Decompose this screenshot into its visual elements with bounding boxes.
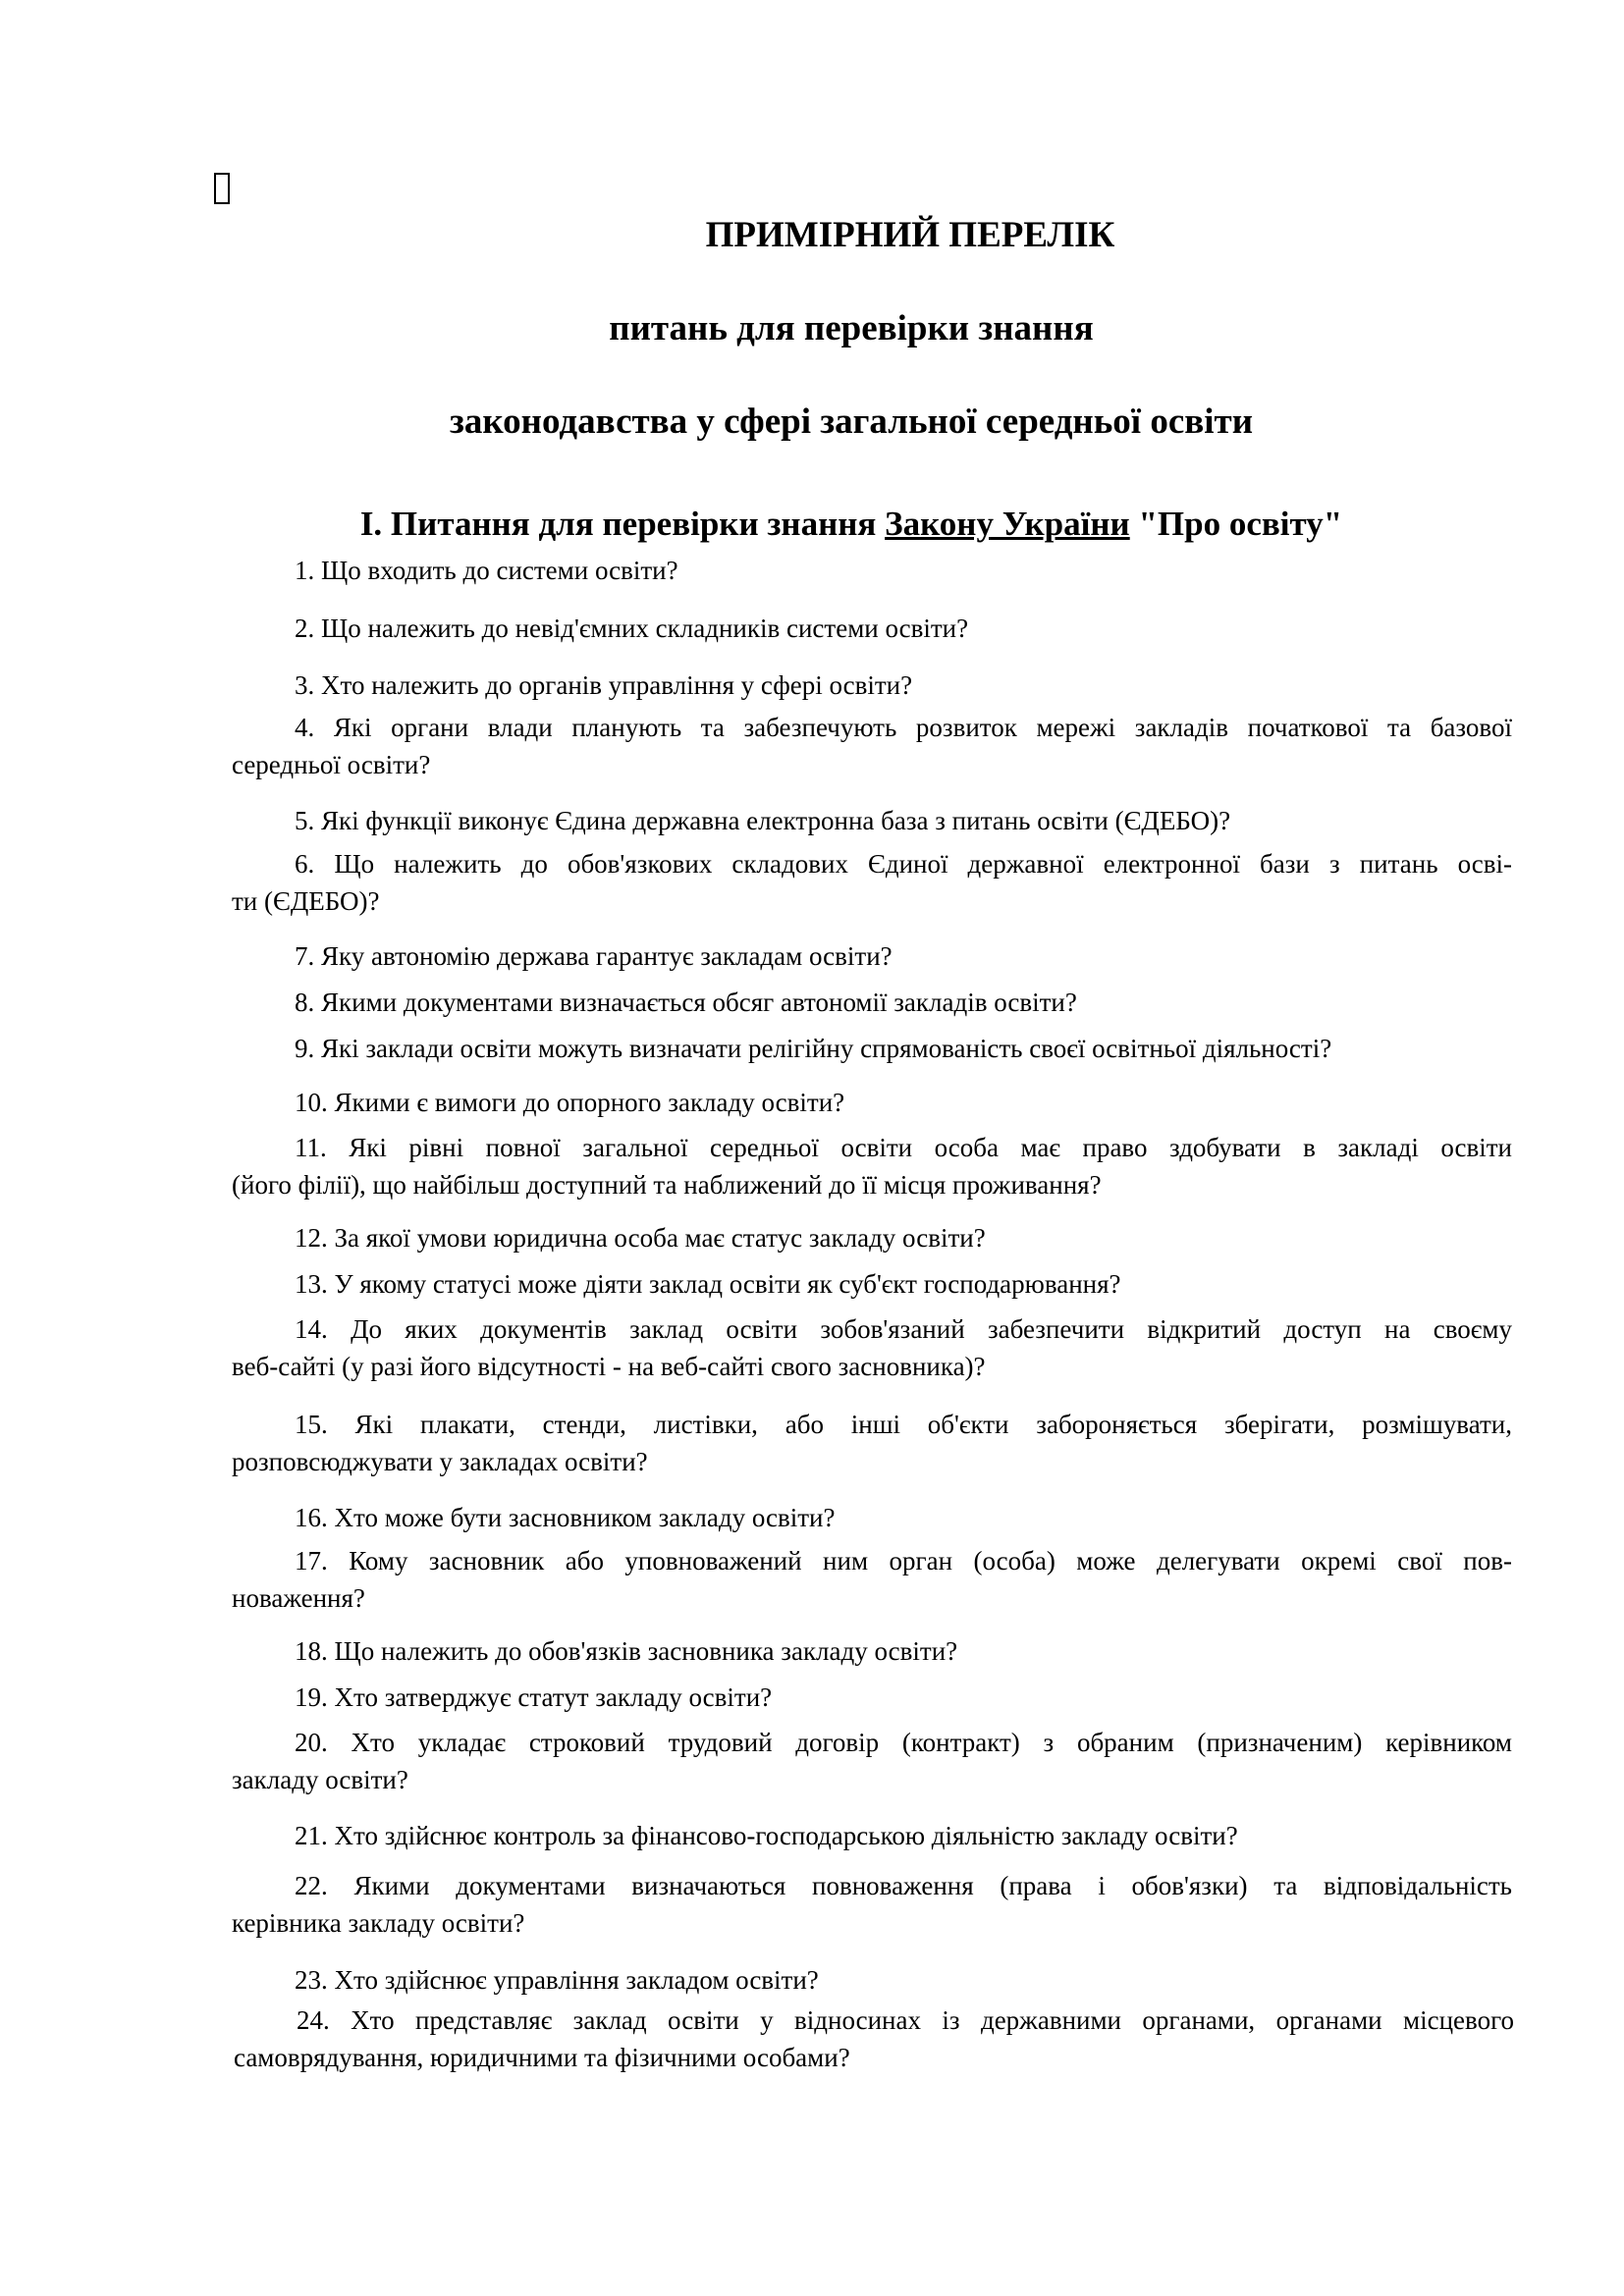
law-link[interactable]: Закону України — [885, 505, 1130, 543]
question-text: 5. Які функції виконує Єдина державна електронна база з питань освіти (ЄДЕБО)? — [295, 806, 1231, 835]
question-text: 18. Що належить до обов'язків засновника закладу освіти? — [295, 1636, 958, 1666]
question-text: 15. Які плакати, стенди, листівки, або інші об'єкти забороняється зберігати, розмішувати, — [295, 1410, 1512, 1439]
question-text: 3. Хто належить до органів управління у сфері освіти? — [295, 670, 913, 700]
question-6 — [232, 845, 1512, 920]
question-text: 14. До яких документів заклад освіти зобов'язаний забезпечити відкритий доступ на своєму — [295, 1314, 1512, 1344]
question-text: 10. Якими є вимоги до опорного закладу освіти? — [295, 1088, 845, 1117]
question-text: 24. Хто представляє заклад освіти у відносинах із державними органами, органами місцевого — [297, 2005, 1514, 2035]
missing-glyph-icon — [214, 173, 230, 204]
section-heading-prefix: I. Питання для перевірки знання — [359, 505, 886, 543]
question-5 — [232, 802, 1512, 839]
question-text-continued: середньої освіти? — [232, 750, 431, 779]
question-text-continued: розповсюджувати у закладах освіти? — [232, 1447, 648, 1476]
question-text-continued: закладу освіти? — [232, 1765, 408, 1794]
question-text-continued: ти (ЄДЕБО)? — [232, 886, 380, 916]
question-19 — [232, 1679, 1512, 1716]
question-12 — [232, 1219, 1512, 1256]
section-heading — [39, 503, 1624, 546]
question-21 — [232, 1817, 1512, 1854]
question-text: 6. Що належить до обов'язкових складових Єдиної державної електронної бази з питань осві- — [295, 849, 1512, 879]
question-text-continued: керівника закладу освіти? — [232, 1908, 525, 1938]
question-text: 13. У якому статусі може діяти заклад освіти як суб'єкт господарювання? — [295, 1269, 1121, 1299]
question-text-continued: самоврядування, юридичними та фізичними особами? — [234, 2043, 850, 2072]
question-4 — [232, 709, 1512, 783]
document-title: ПРИМІРНИЙ ПЕРЕЛІК — [705, 215, 1115, 255]
question-15 — [232, 1406, 1512, 1480]
question-text: 21. Хто здійснює контроль за фінансово-господарською діяльністю закладу освіти? — [295, 1821, 1238, 1850]
question-text: 11. Які рівні повної загальної середньої освіти особа має право здобувати в закладі освіти — [295, 1133, 1512, 1162]
question-text: 23. Хто здійснює управління закладом освіти? — [295, 1965, 819, 1995]
question-text-continued: (його філії), що найбільш доступний та наближений до її місця проживання? — [232, 1170, 1102, 1200]
question-14 — [232, 1310, 1512, 1385]
question-7 — [232, 937, 1512, 975]
question-text-continued: веб-сайті (у разі його відсутності - на веб-сайті свого засновника)? — [232, 1352, 986, 1381]
question-13 — [232, 1265, 1512, 1303]
question-text: 2. Що належить до невід'ємних складників системи освіти? — [295, 614, 969, 643]
section-heading-suffix: "Про освіту" — [1129, 505, 1343, 543]
question-text: 9. Які заклади освіти можуть визначати релігійну спрямованість своєї освітньої діяльності? — [295, 1034, 1332, 1063]
question-8 — [232, 984, 1512, 1021]
question-text-continued: новаження? — [232, 1583, 365, 1613]
question-text: 4. Які органи влади планують та забезпечують розвиток мережі закладів початкової та базової — [295, 713, 1512, 742]
question-text: 7. Яку автономію держава гарантує закладам освіти? — [295, 941, 893, 971]
question-1 — [232, 552, 1512, 589]
question-text: 19. Хто затверджує статут закладу освіти? — [295, 1682, 773, 1712]
document-subtitle: питань для перевірки знання — [609, 308, 1094, 348]
question-16 — [232, 1499, 1512, 1536]
question-17 — [232, 1542, 1512, 1617]
question-24 — [234, 2002, 1514, 2076]
question-text: 1. Що входить до системи освіти? — [295, 556, 678, 585]
question-22 — [232, 1867, 1512, 1942]
question-text: 17. Кому засновник або уповноважений ним орган (особа) може делегувати окремі свої пов- — [295, 1546, 1512, 1575]
question-23 — [232, 1961, 1512, 1999]
document-subtitle-2: законодавства у сфері загальної середньої освіти — [449, 401, 1254, 442]
question-2 — [232, 610, 1512, 647]
question-text: 16. Хто може бути засновником закладу освіти? — [295, 1503, 836, 1532]
question-18 — [232, 1632, 1512, 1670]
question-11 — [232, 1129, 1512, 1203]
question-text: 22. Якими документами визначаються повноваження (права і обов'язки) та відповідальність — [295, 1871, 1512, 1900]
question-10 — [232, 1084, 1512, 1121]
question-9 — [232, 1030, 1512, 1067]
question-3 — [232, 667, 1512, 704]
question-text: 20. Хто укладає строковий трудовий договір (контракт) з обраним (призначеним) керівником — [295, 1728, 1512, 1757]
question-20 — [232, 1724, 1512, 1798]
question-text: 8. Якими документами визначається обсяг автономії закладів освіти? — [295, 988, 1077, 1017]
question-text: 12. За якої умови юридична особа має статус закладу освіти? — [295, 1223, 986, 1253]
